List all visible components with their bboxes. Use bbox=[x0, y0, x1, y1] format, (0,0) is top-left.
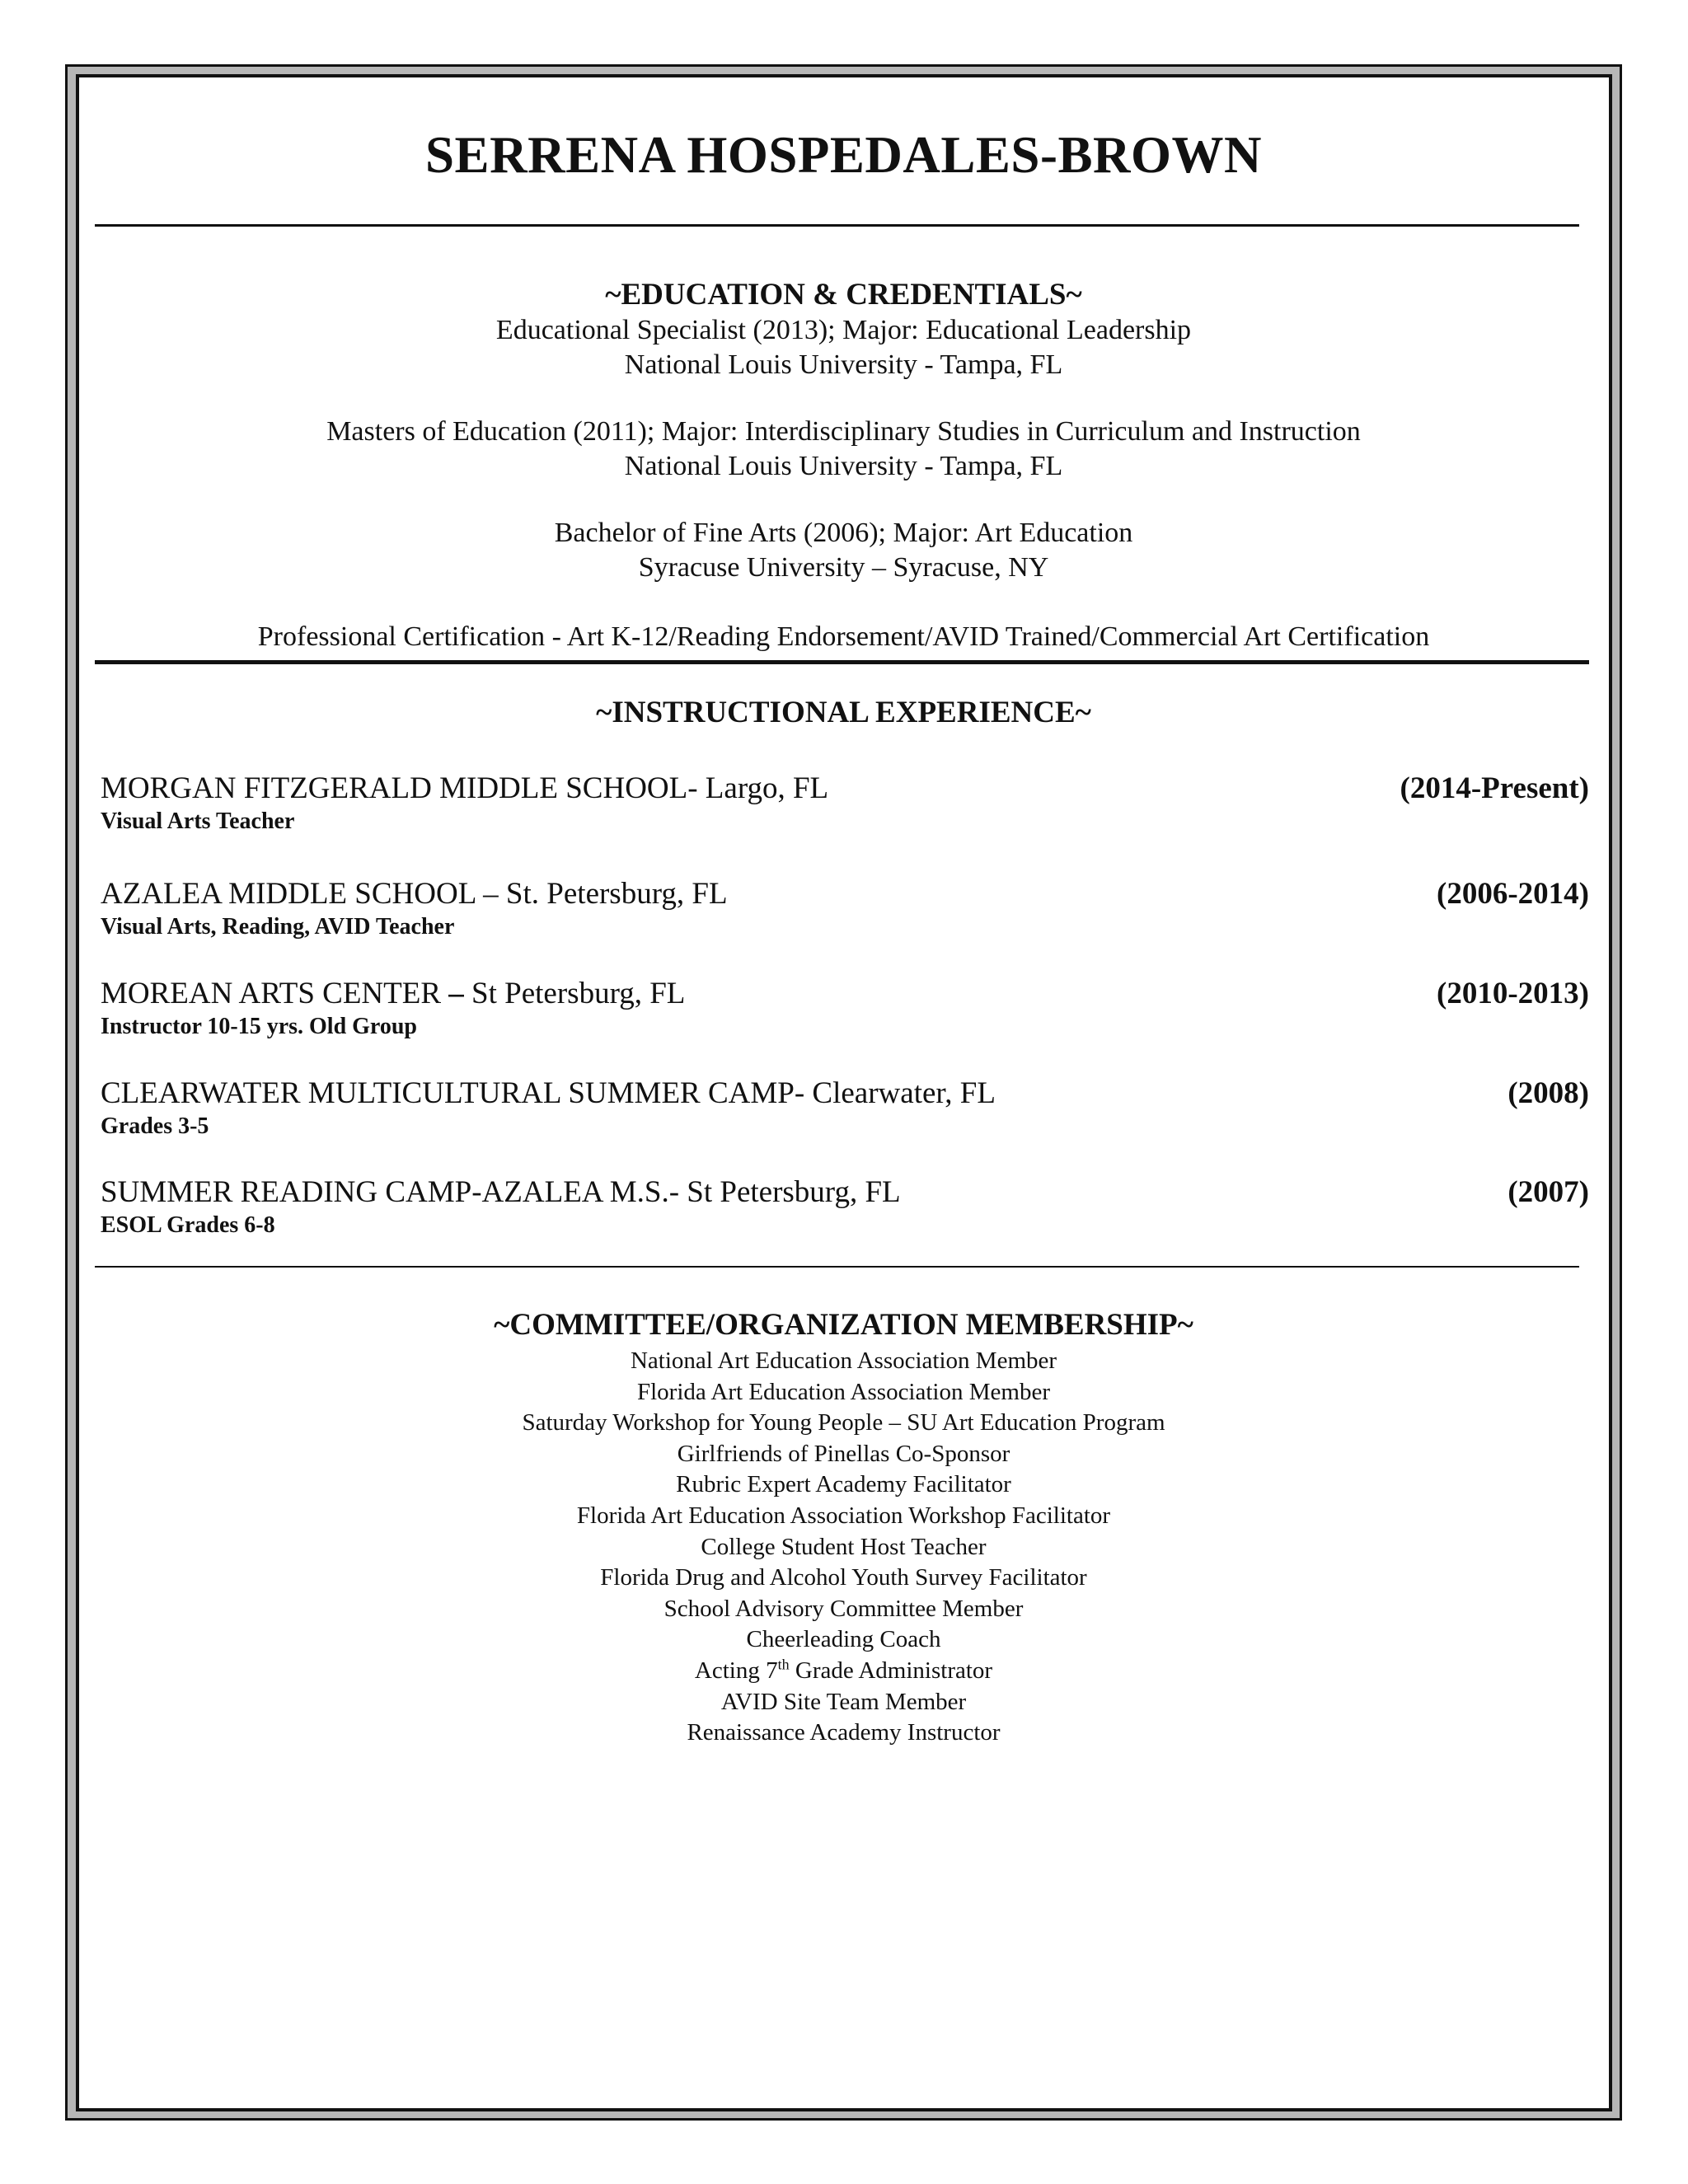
membership-item: Girlfriends of Pinellas Co-Sponsor bbox=[677, 1440, 1010, 1467]
name-divider bbox=[95, 224, 1579, 227]
experience-heading: ~INSTRUCTIONAL EXPERIENCE~ bbox=[596, 696, 1091, 729]
experience-dates: (2010-2013) bbox=[1437, 977, 1589, 1010]
experience-dates: (2007) bbox=[1507, 1175, 1589, 1209]
education-degree-3: Bachelor of Fine Arts (2006); Major: Art Education bbox=[554, 518, 1133, 548]
experience-role: Instructor 10-15 yrs. Old Group bbox=[101, 1014, 417, 1039]
membership-list bbox=[95, 1346, 1592, 1749]
experience-org-name: MOREAN ARTS CENTER bbox=[101, 977, 442, 1010]
membership-item: Florida Art Education Association Workshop Facilitator bbox=[576, 1502, 1111, 1529]
education-degree-2: Masters of Education (2011); Major: Interdisciplinary Studies in Curriculum and Instruction bbox=[326, 416, 1361, 447]
resume-name: SERRENA HOSPEDALES-BROWN bbox=[425, 126, 1262, 184]
certification-line: Professional Certification - Art K-12/Reading Endorsement/AVID Trained/Commercial Art Certification bbox=[257, 621, 1430, 652]
acting-ordinal-suffix: th bbox=[777, 1656, 790, 1673]
experience-org: CLEARWATER MULTICULTURAL SUMMER CAMP- Clearwater, FL bbox=[101, 1076, 996, 1110]
experience-divider bbox=[95, 1266, 1579, 1268]
education-heading: ~EDUCATION & CREDENTIALS~ bbox=[605, 278, 1082, 312]
experience-org: MORGAN FITZGERALD MIDDLE SCHOOL- Largo, FL bbox=[101, 771, 829, 805]
membership-item: College Student Host Teacher bbox=[701, 1533, 987, 1560]
education-degree-1: Educational Specialist (2013); Major: Educational Leadership bbox=[495, 315, 1192, 345]
education-divider bbox=[95, 660, 1589, 664]
experience-role: Visual Arts Teacher bbox=[101, 808, 295, 834]
experience-org bbox=[101, 976, 685, 1011]
experience-role: Grades 3-5 bbox=[101, 1113, 209, 1139]
membership-item: Saturday Workshop for Young People – SU Art Education Program bbox=[522, 1409, 1165, 1436]
experience-org: SUMMER READING CAMP-AZALEA M.S.- St Petersburg, FL bbox=[101, 1175, 901, 1209]
experience-dates: (2006-2014) bbox=[1437, 877, 1589, 911]
acting-suffix: Grade Administrator bbox=[789, 1657, 993, 1684]
experience-org-place: St Petersburg, FL bbox=[471, 977, 686, 1010]
experience-org-separator: – bbox=[441, 977, 472, 1010]
membership-item: Cheerleading Coach bbox=[746, 1626, 941, 1653]
membership-item-acting-administrator bbox=[95, 1656, 1592, 1687]
membership-item: AVID Site Team Member bbox=[720, 1688, 967, 1715]
membership-item: Florida Drug and Alcohol Youth Survey Facilitator bbox=[600, 1564, 1087, 1591]
education-school-2: National Louis University - Tampa, FL bbox=[624, 451, 1063, 481]
membership-item: Rubric Expert Academy Facilitator bbox=[676, 1471, 1011, 1498]
experience-dates: (2014-Present) bbox=[1400, 771, 1589, 805]
membership-item: School Advisory Committee Member bbox=[663, 1595, 1024, 1622]
education-school-1: National Louis University - Tampa, FL bbox=[624, 349, 1063, 380]
experience-role: ESOL Grades 6-8 bbox=[101, 1212, 275, 1238]
membership-item: Florida Art Education Association Member bbox=[637, 1378, 1050, 1405]
membership-heading: ~COMMITTEE/ORGANIZATION MEMBERSHIP~ bbox=[494, 1308, 1193, 1342]
education-school-3: Syracuse University – Syracuse, NY bbox=[638, 552, 1049, 583]
experience-dates: (2008) bbox=[1507, 1076, 1589, 1110]
experience-org: AZALEA MIDDLE SCHOOL – St. Petersburg, FL bbox=[101, 877, 728, 911]
acting-prefix: Acting 7 bbox=[694, 1657, 778, 1684]
experience-role: Visual Arts, Reading, AVID Teacher bbox=[101, 914, 455, 940]
membership-item: Renaissance Academy Instructor bbox=[687, 1719, 1001, 1746]
membership-item: National Art Education Association Member bbox=[630, 1347, 1057, 1374]
